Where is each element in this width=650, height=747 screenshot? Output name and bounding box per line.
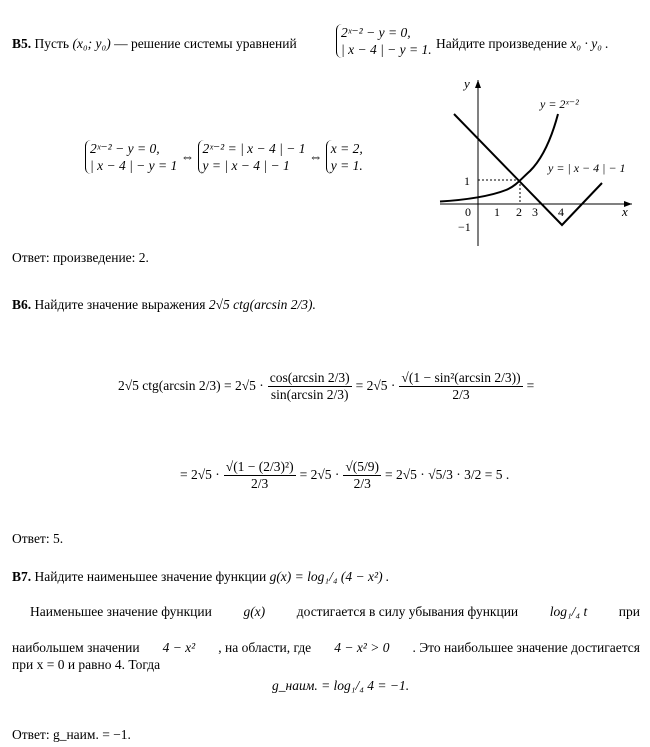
row2-frac2 (343, 459, 381, 492)
row2-den2: 2/3 (353, 475, 371, 491)
b7-label: B7. (12, 569, 32, 584)
b5-task (436, 36, 609, 52)
sol-left-2: | x − 4 | − y = 1 (90, 158, 178, 173)
row1-num2: √(1 − sin²(arcsin 2/3)) (401, 369, 521, 385)
row2-num2: √(5/9) (345, 458, 380, 474)
b7-par3: при x = 0 и равно 4. Тогда (12, 657, 161, 672)
b5-eq1: 2ˣ⁻² − y = 0, (341, 25, 411, 40)
b6-row2 (180, 432, 509, 518)
tick-4: 4 (558, 205, 564, 219)
p2d: 4 − x² > 0 (334, 640, 390, 655)
p2c: , на области, где (218, 640, 312, 655)
p1d: log₁/₄ t (549, 604, 588, 619)
b7-task: Найдите наименьшее значение функции (34, 569, 267, 584)
b5-system (336, 24, 432, 58)
b7-answer: Ответ: g_наим. = −1. (12, 727, 131, 742)
row1-den2: 2/3 (452, 386, 470, 402)
b5-heading (12, 36, 297, 52)
p1e: при (618, 604, 640, 619)
p2e: . Это наибольшее значение достигается (412, 640, 640, 655)
b5-task-text: Найдите произведение (436, 36, 568, 51)
b5-intro: Пусть (34, 36, 70, 51)
row1-end: = (526, 378, 535, 393)
row2-c: = 2√5 · √5/3 · 3/2 = 5 . (385, 467, 510, 482)
b7-par1 (12, 604, 640, 620)
b5-dash-text: — решение системы уравнений (114, 36, 297, 51)
sol-mid-1: 2ˣ⁻² = | x − 4 | − 1 (202, 141, 306, 156)
p2a: наибольшем значении (12, 640, 140, 655)
sol-left-1: 2ˣ⁻² − y = 0, (90, 141, 160, 156)
b5-label: B5. (12, 36, 32, 51)
b6-heading (12, 297, 316, 313)
b6-answer: Ответ: 5. (12, 531, 64, 546)
p1a: Наименьшее значение функции (30, 604, 212, 619)
p1c: достигается в силу убывания функции (296, 604, 519, 619)
sol-mid-2: y = | x − 4 | − 1 (202, 158, 290, 173)
sol-right-1: x = 2, (330, 141, 363, 156)
b7-gmin (272, 678, 409, 694)
equiv-1: ⇔ (180, 149, 195, 164)
b7-heading (12, 569, 389, 585)
row1-frac1 (268, 370, 352, 403)
sol-right-2: y = 1. (330, 158, 363, 173)
x-axis-label: x (622, 204, 628, 219)
p1b: g(x) (243, 604, 266, 619)
b6-expr: 2√5 ctg(arcsin 2/3). (208, 297, 316, 312)
line-label: y = | x − 4 | − 1 (548, 161, 626, 175)
row2-den: 2/3 (251, 475, 269, 491)
row2-frac1 (224, 459, 296, 492)
p2b: 4 − x² (162, 640, 196, 655)
b5-solution (85, 140, 363, 174)
b7-func: g(x) = log₁/₄ (4 − x²) . (269, 569, 390, 584)
row1-frac2 (399, 370, 522, 403)
curve-label: y = 2ˣ⁻² (540, 97, 579, 111)
tick-y1: 1 (464, 174, 470, 188)
b6-row1 (118, 346, 534, 426)
b7-par2 (12, 640, 640, 656)
b5-graph (436, 74, 642, 250)
tick-2: 2 (516, 205, 522, 219)
tick-1: 1 (494, 205, 500, 219)
exp-curve (440, 114, 558, 202)
y-axis-arrow (475, 80, 481, 88)
row1-mid: = 2√5 · (355, 378, 396, 393)
row2-b: = 2√5 · (299, 467, 340, 482)
b6-label: B6. (12, 297, 32, 312)
tick-3: 3 (532, 205, 538, 219)
gmin-formula: g_наим. = log₁/₄ 4 = −1. (272, 678, 410, 693)
row1-lhs: 2√5 ctg(arcsin 2/3) = 2√5 · (118, 378, 264, 393)
tick-0: 0 (465, 205, 471, 219)
tick-ym1: −1 (458, 220, 471, 234)
row1-num: cos(arcsin 2/3) (269, 369, 350, 385)
b5-pair: (x₀; y₀) (72, 36, 111, 51)
row1-den: sin(arcsin 2/3) (270, 386, 349, 402)
b5-eq2: | x − 4 | − y = 1. (341, 42, 432, 57)
row2-num: √(1 − (2/3)²) (225, 458, 294, 474)
y-axis-label: y (464, 76, 470, 91)
b5-product: x₀ · y₀ . (570, 36, 609, 51)
row2-a: = 2√5 · (180, 467, 220, 482)
b5-answer: Ответ: произведение: 2. (12, 250, 149, 265)
equiv-2: ⇔ (308, 149, 323, 164)
b6-task: Найдите значение выражения (34, 297, 206, 312)
